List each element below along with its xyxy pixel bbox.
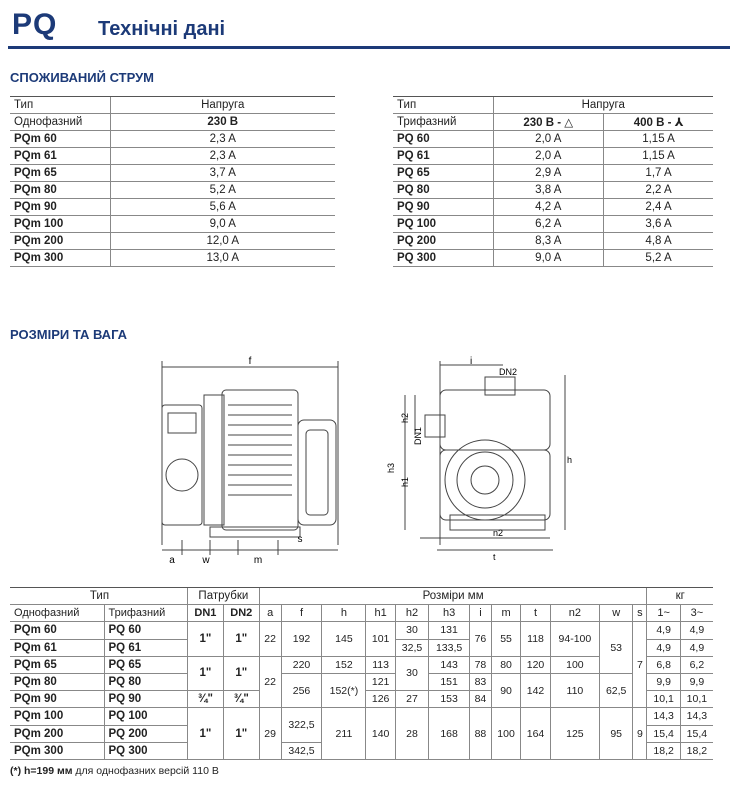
kg-1ph: 18,2 [647, 742, 680, 759]
kg-1ph: 10,1 [647, 691, 680, 708]
model-single: PQm 200 [10, 725, 104, 742]
model-three: PQ 61 [104, 639, 187, 656]
kg-3ph: 6,2 [680, 656, 713, 673]
current-row [10, 148, 335, 165]
dn1-value: 1" [187, 708, 223, 760]
t-value: 120 [521, 656, 550, 673]
page-title: Технічні дані [98, 18, 226, 40]
current-cell: 2,2 A [604, 182, 713, 199]
label-h2: h2 [400, 412, 410, 423]
dn2-value: 1" [223, 656, 259, 690]
current-cell: 12,0 A [110, 233, 335, 250]
model-cell: PQm 61 [10, 148, 110, 165]
current-cell: 5,2 A [110, 182, 335, 199]
product-code: PQ [12, 8, 58, 41]
current-cell: 2,9 A [493, 165, 604, 182]
label-n2: n2 [493, 528, 504, 538]
current-cell: 2,3 A [110, 148, 335, 165]
current-row [393, 216, 713, 233]
f-value: 322,5 [281, 708, 322, 742]
head-ports: Патрубки [187, 588, 259, 605]
current-cell: 8,3 A [493, 233, 604, 250]
model-single: PQm 61 [10, 639, 104, 656]
model-cell: PQ 80 [393, 182, 493, 199]
section-title-current: СПОЖИВАНИЙ СТРУМ [10, 70, 155, 85]
current-row [393, 250, 713, 267]
subhead-cell: Однофазний [10, 605, 104, 622]
model-three: PQ 80 [104, 673, 187, 690]
subhead-cell: m [491, 605, 520, 622]
model-single: PQm 80 [10, 673, 104, 690]
kg-1ph: 6,8 [647, 656, 680, 673]
current-cell: 2,0 A [493, 131, 604, 148]
model-cell: PQm 200 [10, 233, 110, 250]
label-a: a [169, 555, 175, 566]
kg-3ph: 14,3 [680, 708, 713, 725]
n2-value: 94-100 [550, 622, 599, 656]
current-cell: 5,6 A [110, 199, 335, 216]
col-voltage: Напруга [493, 97, 713, 114]
model-three: PQ 60 [104, 622, 187, 639]
label-m: m [253, 555, 263, 566]
h-value: 145 [322, 622, 366, 656]
subhead-cell: a [259, 605, 281, 622]
current-cell: 5,2 A [604, 250, 713, 267]
t-value: 142 [521, 673, 550, 707]
w-value: 95 [600, 708, 633, 760]
h2-value: 30 [395, 622, 428, 639]
header-rule [8, 46, 730, 49]
label-dn1: DN1 [413, 426, 423, 445]
subhead-cell: 1~ [647, 605, 680, 622]
footnote-bold: (*) h=199 мм [10, 765, 73, 777]
f-value: 192 [281, 622, 322, 656]
current-row [393, 233, 713, 250]
current-table-three-phase [393, 96, 713, 267]
model-cell: PQ 60 [393, 131, 493, 148]
w-value: 62,5 [600, 673, 633, 707]
subhead-cell: h [322, 605, 366, 622]
h2-value: 32,5 [395, 639, 428, 656]
m-value: 55 [491, 622, 520, 656]
h1-value: 121 [366, 673, 395, 690]
subhead-cell: Трифазний [104, 605, 187, 622]
h1-value: 113 [366, 656, 395, 673]
model-single: PQm 300 [10, 742, 104, 759]
label-h3: h3 [386, 462, 396, 473]
subhead-cell: w [600, 605, 633, 622]
subhead-cell: i [470, 605, 492, 622]
h3-value: 168 [429, 708, 470, 760]
current-row [10, 250, 335, 267]
sub-label: Однофазний [10, 114, 110, 131]
current-cell: 4,8 A [604, 233, 713, 250]
current-row [393, 131, 713, 148]
model-cell: PQ 90 [393, 199, 493, 216]
h3-value: 131 [429, 622, 470, 639]
subhead-cell: n2 [550, 605, 599, 622]
label-f: f [248, 356, 252, 367]
n2-value: 125 [550, 708, 599, 760]
model-cell: PQm 90 [10, 199, 110, 216]
model-cell: PQm 60 [10, 131, 110, 148]
f-value: 220 [281, 656, 322, 673]
model-cell: PQm 65 [10, 165, 110, 182]
current-cell: 13,0 A [110, 250, 335, 267]
label-h1: h1 [400, 476, 410, 487]
subhead-cell: f [281, 605, 322, 622]
model-three: PQ 100 [104, 708, 187, 725]
current-row [393, 182, 713, 199]
col-type: Тип [10, 97, 110, 114]
dn1-value: 1" [187, 622, 223, 656]
kg-1ph: 9,9 [647, 673, 680, 690]
label-dn2: DN2 [499, 367, 518, 377]
h2-value: 28 [395, 708, 428, 760]
model-single: PQm 65 [10, 656, 104, 673]
dimensions-table [10, 587, 713, 760]
pump-front-view-drawing [385, 355, 575, 570]
subhead-cell: h1 [366, 605, 395, 622]
w-value: 53 [600, 622, 633, 674]
model-three: PQ 200 [104, 725, 187, 742]
h3-value: 151 [429, 673, 470, 690]
label-s: s [297, 534, 303, 545]
model-single: PQm 90 [10, 691, 104, 708]
current-row [10, 216, 335, 233]
f-value: 342,5 [281, 742, 322, 759]
subhead-cell: DN2 [223, 605, 259, 622]
h2-value: 27 [395, 691, 428, 708]
subhead-cell: 3~ [680, 605, 713, 622]
subhead-cell: s [633, 605, 647, 622]
dn1-value: 1" [187, 656, 223, 690]
current-cell: 2,3 A [110, 131, 335, 148]
i-value: 84 [470, 691, 492, 708]
col-voltage: Напруга [110, 97, 335, 114]
h1-value: 101 [366, 622, 395, 656]
kg-3ph: 4,9 [680, 639, 713, 656]
kg-3ph: 4,9 [680, 622, 713, 639]
model-cell: PQm 300 [10, 250, 110, 267]
t-value: 118 [521, 622, 550, 656]
dn2-value: ¾" [223, 691, 259, 708]
sub-voltage: 230 В [110, 114, 335, 131]
page-header [8, 6, 728, 46]
current-row [393, 199, 713, 216]
current-row [10, 233, 335, 250]
kg-3ph: 9,9 [680, 673, 713, 690]
head-kg: кг [647, 588, 713, 605]
current-cell: 3,8 A [493, 182, 604, 199]
head-type: Тип [10, 588, 187, 605]
a-value: 22 [259, 656, 281, 708]
h3-value: 133,5 [429, 639, 470, 656]
current-table-single-phase [10, 96, 335, 267]
sub-label: Трифазний [393, 114, 493, 131]
footnote-text: для однофазних версій 110 В [72, 765, 219, 777]
model-cell: PQ 61 [393, 148, 493, 165]
current-row [393, 165, 713, 182]
model-cell: PQ 100 [393, 216, 493, 233]
model-cell: PQ 300 [393, 250, 493, 267]
model-three: PQ 65 [104, 656, 187, 673]
kg-1ph: 15,4 [647, 725, 680, 742]
model-cell: PQm 80 [10, 182, 110, 199]
subhead-cell: h2 [395, 605, 428, 622]
subhead-cell: h3 [429, 605, 470, 622]
model-single: PQm 60 [10, 622, 104, 639]
h-value: 211 [322, 708, 366, 760]
m-value: 100 [491, 708, 520, 760]
current-row [10, 165, 335, 182]
footnote [10, 765, 219, 777]
current-row [393, 148, 713, 165]
model-cell: PQm 100 [10, 216, 110, 233]
label-i: i [470, 356, 473, 367]
label-w: w [202, 555, 210, 566]
m-value: 80 [491, 656, 520, 673]
current-cell: 4,2 A [493, 199, 604, 216]
i-value: 78 [470, 656, 492, 673]
h3-value: 153 [429, 691, 470, 708]
s-value: 9 [633, 708, 647, 760]
kg-3ph: 15,4 [680, 725, 713, 742]
kg-3ph: 18,2 [680, 742, 713, 759]
subhead-cell: t [521, 605, 550, 622]
h-value: 152 [322, 656, 366, 673]
current-cell: 1,15 A [604, 148, 713, 165]
i-value: 83 [470, 673, 492, 690]
current-cell: 1,7 A [604, 165, 713, 182]
model-cell: PQ 200 [393, 233, 493, 250]
i-value: 88 [470, 708, 492, 760]
dn2-value: 1" [223, 622, 259, 656]
head-sizes: Розміри мм [259, 588, 647, 605]
col-type: Тип [393, 97, 493, 114]
label-t: t [493, 552, 496, 562]
kg-1ph: 4,9 [647, 622, 680, 639]
a-value: 29 [259, 708, 281, 760]
i-value: 76 [470, 622, 492, 656]
h1-value: 126 [366, 691, 395, 708]
subhead-cell: DN1 [187, 605, 223, 622]
dn2-value: 1" [223, 708, 259, 760]
kg-1ph: 14,3 [647, 708, 680, 725]
s-value: 7 [633, 622, 647, 708]
n2-value: 110 [550, 673, 599, 707]
model-single: PQm 100 [10, 708, 104, 725]
f-value: 256 [281, 673, 322, 707]
kg-3ph: 10,1 [680, 691, 713, 708]
label-h: h [567, 455, 573, 465]
h2-value: 30 [395, 656, 428, 690]
current-row [10, 199, 335, 216]
h-value: 152(*) [322, 673, 366, 707]
current-cell: 3,7 A [110, 165, 335, 182]
sub-voltage-400: 400 В - ⅄ [604, 114, 713, 131]
current-cell: 1,15 A [604, 131, 713, 148]
dn1-value: ¾" [187, 691, 223, 708]
m-value: 90 [491, 673, 520, 707]
model-three: PQ 90 [104, 691, 187, 708]
a-value: 22 [259, 622, 281, 656]
model-three: PQ 300 [104, 742, 187, 759]
section-title-dimensions: РОЗМІРИ ТА ВАГА [10, 327, 128, 342]
current-cell: 2,4 A [604, 199, 713, 216]
t-value: 164 [521, 708, 550, 760]
model-cell: PQ 65 [393, 165, 493, 182]
n2-value: 100 [550, 656, 599, 673]
current-row [10, 131, 335, 148]
current-cell: 6,2 A [493, 216, 604, 233]
kg-1ph: 4,9 [647, 639, 680, 656]
current-cell: 2,0 A [493, 148, 604, 165]
h3-value: 143 [429, 656, 470, 673]
sub-voltage-230: 230 В - △ [493, 114, 604, 131]
h1-value: 140 [366, 708, 395, 760]
current-cell: 9,0 A [110, 216, 335, 233]
current-row [10, 182, 335, 199]
current-cell: 3,6 A [604, 216, 713, 233]
pump-side-view-drawing [150, 355, 355, 570]
current-cell: 9,0 A [493, 250, 604, 267]
